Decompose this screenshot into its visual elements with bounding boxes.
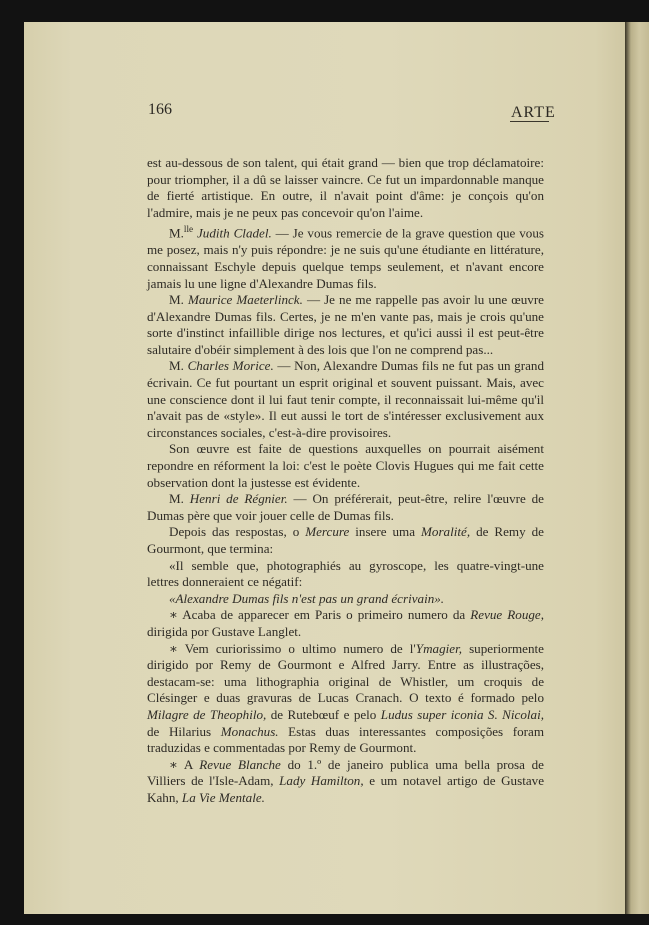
italic-segment: Charles Morice. — [187, 358, 274, 374]
text-segment: ∗ A — [169, 756, 200, 772]
italic-segment: La Vie Mentale. — [181, 789, 265, 805]
text-segment: lle — [183, 224, 194, 235]
text-segment: de Remy de Gourmont, que termina: — [147, 524, 544, 557]
facing-page-edge — [625, 22, 649, 914]
paragraph-p1 — [147, 155, 544, 221]
italic-segment: Maurice Maeterlinck. — [187, 292, 303, 308]
text-segment: M. — [169, 491, 190, 507]
text-segment: Son œuvre est faite de questions auxquelles on pourrait aisément repondre en réforment la loi: c'est le poète Clovis Hugues qui me fait cette observation dont la justesse est évidente. — [147, 441, 544, 490]
page-number: 166 — [148, 101, 172, 118]
paragraph-p4 — [147, 358, 544, 441]
paragraph-p7 — [147, 524, 544, 557]
italic-segment: Ludus super iconia S. Nicolai, — [380, 706, 544, 722]
text-segment: Depois das respostas, o — [169, 524, 306, 540]
italic-segment: Monachus. — [220, 723, 279, 739]
text-segment: e um notavel artigo de Gustave Kahn, — [147, 773, 545, 805]
running-head: ARTE — [511, 104, 556, 121]
paragraph-p2 — [147, 221, 544, 292]
text-segment: do 1.º de janeiro publica uma bella prosa de Villiers de l'Isle-Adam, — [147, 756, 544, 789]
text-segment: est au-dessous de son talent, qui était grand — bien que trop déclamatoire: pour triompher, il a dû se laisser vaincre. Ce fut un impardonnable manque de fierté artistique. En outre, il n'avait point d'âme: je conçois qu'on l'admire, mais je ne peux pas concevoir qu'on l'aime. — [147, 155, 544, 220]
text-segment: — Je ne me rappelle pas avoir lu une œuvre d'Alexandre Dumas fils. Certes, je ne m'en vante pas, mais je crois qu'une sorte d'instinct infaillible dirige nos lectures, et qu'ici aussi il est peut-être salutaire d'obéir simplement à des lois que l'on ne comprend pas... — [147, 292, 544, 357]
italic-segment: Revue Blanche — [199, 756, 281, 772]
paragraph-p5 — [147, 441, 544, 491]
text-segment: — On préférerait, peut-être, relire l'œuvre de Dumas père que voir jouer celle de Dumas fils. — [147, 491, 544, 523]
text-segment: Estas duas interessantes composições foram traduzidas e commentadas por Remy de Gourmont. — [147, 723, 545, 756]
text-segment: M. — [169, 225, 184, 241]
text-segment: de Hilarius — [147, 723, 221, 739]
paragraph-p9 — [147, 591, 544, 608]
paragraph-p8 — [147, 558, 544, 591]
paragraph-p3 — [147, 292, 544, 358]
italic-segment: Moralité, — [421, 524, 471, 540]
running-head-rule — [510, 121, 549, 122]
italic-segment: Revue Rouge, — [470, 607, 544, 623]
text-segment: ∗ Acaba de apparecer em Paris o primeiro numero da — [169, 607, 471, 623]
text-segment: dirigida por Gustave Langlet. — [147, 623, 302, 639]
italic-segment: Ymagier, — [415, 640, 462, 656]
text-segment: «Il semble que, photographiés au gyroscope, les quatre-vingt-une lettres donneraient ce négatif: — [147, 557, 544, 590]
paragraph-p11 — [147, 641, 544, 757]
text-segment: de Rutebœuf e pelo — [266, 706, 381, 722]
text-segment: — Je vous remercie de la grave question que vous me posez, mais n'y puis répondre: je ne suis qu'une étudiante en littérature, connaissant Eschyle depuis quelque temps seulement, et n'avant encore jamais lu une ligne d'Alexandre Dumas fils. — [147, 225, 544, 291]
paragraph-p12 — [147, 757, 544, 807]
italic-segment: Henri de Régnier. — [189, 491, 288, 507]
text-segment: M. — [169, 358, 188, 374]
italic-segment: «Alexandre Dumas fils n'est pas un grand écrivain». — [169, 590, 445, 606]
italic-segment: Lady Hamilton, — [279, 773, 364, 789]
paragraph-p10 — [147, 607, 544, 640]
text-segment: M. — [169, 292, 188, 308]
text-segment: superiormente dirigido por Remy de Gourmont e Alfred Jarry. Entre as illustrações, destacam-se: uma lithographia original de Whistler, um croquis de Clésinger e duas gravuras de Lucas Cranach. O texto é formado pelo — [147, 640, 544, 706]
body-text — [147, 155, 544, 807]
italic-segment: Judith Cladel. — [196, 225, 272, 241]
italic-segment: Milagre de Theophilo, — [147, 706, 267, 722]
text-segment: insere uma — [349, 524, 421, 540]
paragraph-p6 — [147, 491, 544, 524]
italic-segment: Mercure — [305, 524, 350, 540]
text-segment: — Non, Alexandre Dumas fils ne fut pas un grand écrivain. Ce fut pourtant un esprit original et souvent puissant. Mais, avec une conscience dont il lui faut tenir compte, il reconnaissait lui-même qu'il n'avait pas de «style». Il eut aussi le tort de s'intéresser exclusivement aux circonstances sociales, c'est-à-dire provisoires. — [147, 358, 544, 440]
text-segment: ∗ Vem curiorissimo o ultimo numero de l' — [169, 640, 416, 656]
